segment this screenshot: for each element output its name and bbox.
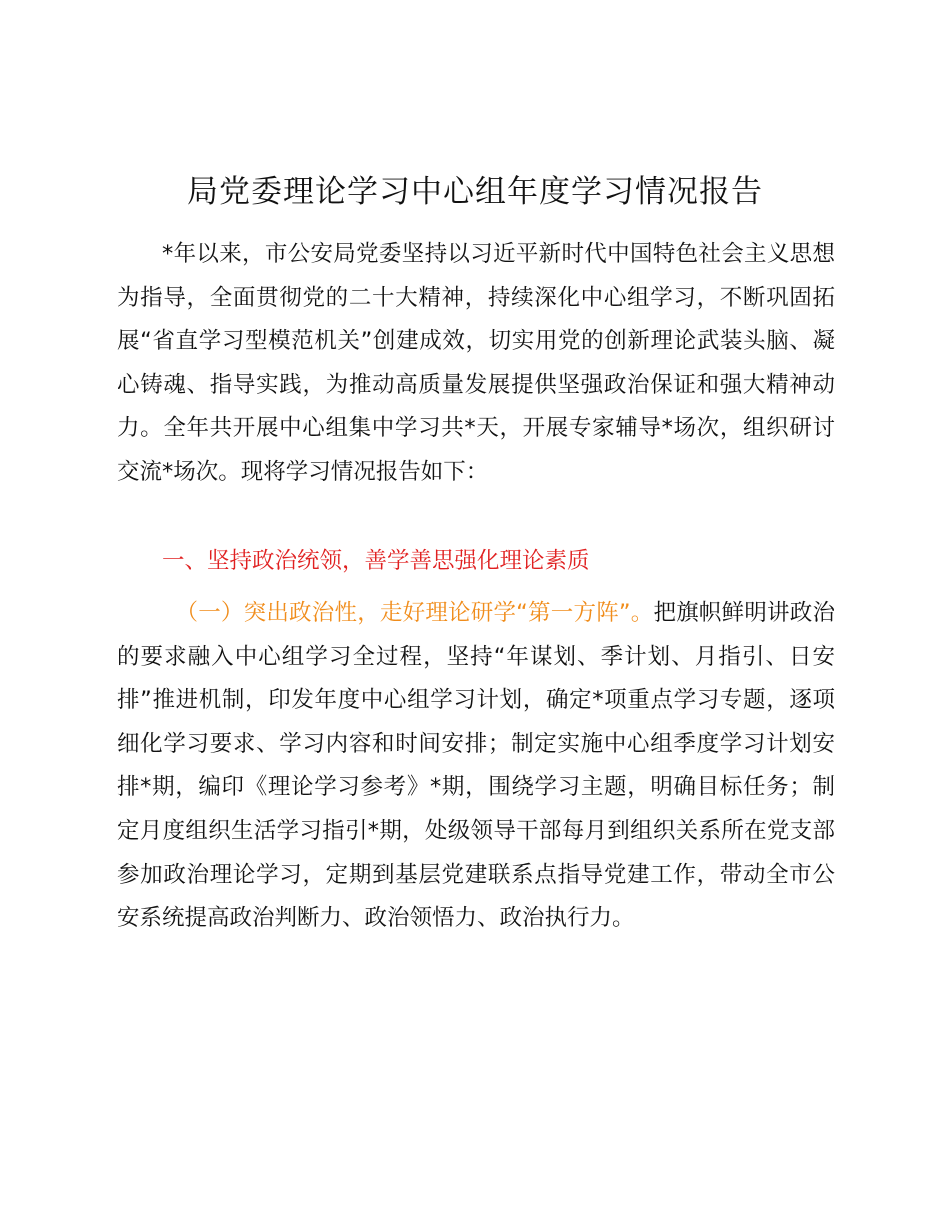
section-1-heading: 一、坚持政治统领，善学善思强化理论素质 <box>162 548 590 574</box>
subsection-1-heading: （一）突出政治性，走好理论研学“第一方阵”。 <box>175 600 654 626</box>
document-title: 局党委理论学习中心组年度学习情况报告 <box>187 174 763 210</box>
subsection-1-paragraph <box>117 592 835 941</box>
intro-paragraph: *年以来，市公安局党委坚持以习近平新时代中国特色社会主义思想为指导，全面贯彻党的二十大精神，持续深化中心组学习，不断巩固拓展“省直学习型模范机关”创建成效，切实用党的创新理论武装头脑、凝心铸魂、指导实践，为推动高质量发展提供坚强政治保证和强大精神动力。全年共开展中心组集中学习共*天，开展专家辅导*场次，组织研讨交流*场次。现将学习情况报告如下： <box>117 241 835 485</box>
subsection-1-body: 把旗帜鲜明讲政治的要求融入中心组学习全过程，坚持“年谋划、季计划、月指引、日安排”推进机制，印发年度中心组学习计划，确定*项重点学习专题，逐项细化学习要求、学习内容和时间安排；制定实施中心组季度学习计划安排*期，编印《理论学习参考》*期，围绕学习主题，明确目标任务；制定月度组织生活学习指引*期，处级领导干部每月到组织关系所在党支部参加政治理论学习，定期到基层党建联系点指导党建工作，带动全市公安系统提高政治判断力、政治领悟力、政治执行力。 <box>117 600 835 932</box>
